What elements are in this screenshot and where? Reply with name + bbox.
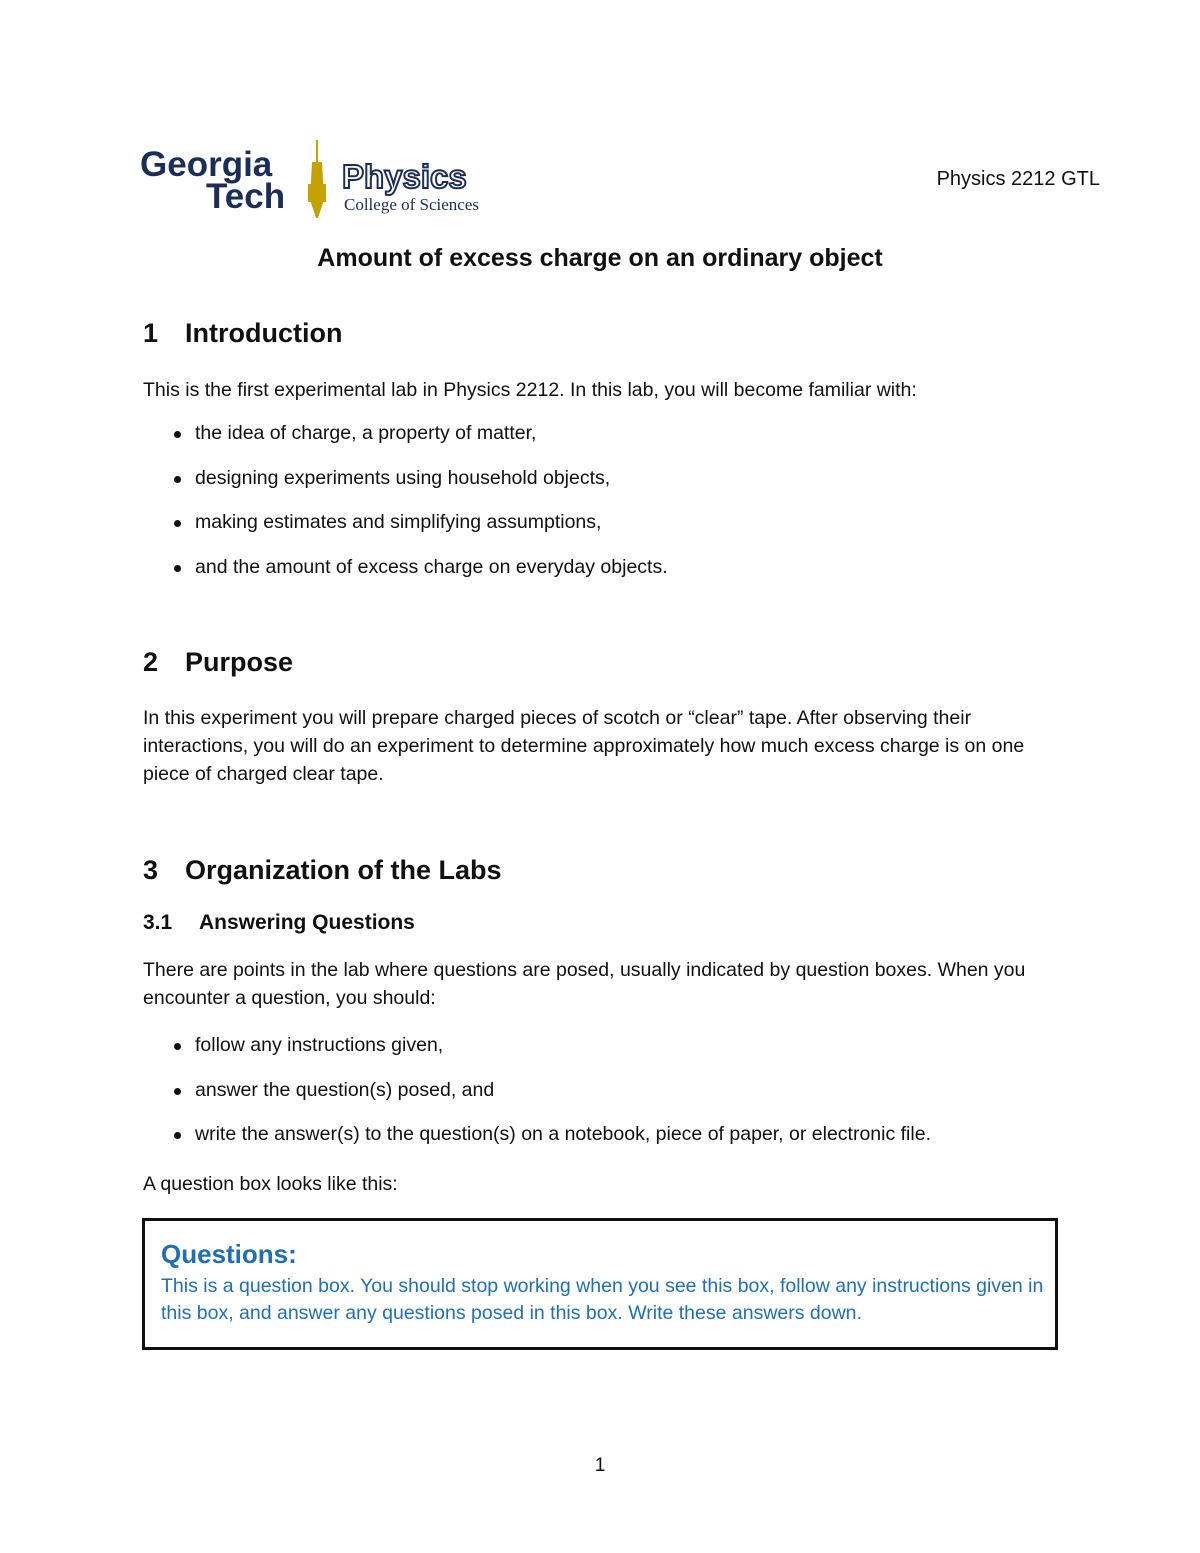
list-item: answer the question(s) posed, and: [170, 1076, 931, 1121]
answering-bullet-list: [170, 1031, 931, 1165]
georgia-tech-physics-logo: [140, 140, 500, 222]
question-box-title: Questions:: [161, 1239, 297, 1269]
answering-paragraph: There are points in the lab where questions are posed, usually indicated by question boxes. When you encounter a question, you should:: [143, 959, 1026, 1009]
subsection-title: Answering Questions: [199, 911, 415, 934]
list-item: write the answer(s) to the question(s) on a notebook, piece of paper, or electronic file.: [170, 1120, 931, 1165]
question-box: [142, 1218, 1058, 1350]
logo-physics: Physics: [342, 158, 467, 195]
subsection-number: 3.1: [143, 911, 173, 934]
section-heading-purpose: [143, 647, 293, 678]
logo-tower-icon: [308, 140, 326, 218]
logo-college: College of Sciences: [344, 195, 480, 214]
section-heading-organization: [143, 855, 502, 886]
subsection-heading-answering-questions: [143, 911, 415, 935]
intro-bullet-list: [170, 419, 668, 598]
logo-georgia: Georgia: [140, 145, 273, 184]
bullet-icon: [174, 1043, 181, 1050]
bullet-icon: [174, 1132, 181, 1139]
list-item: and the amount of excess charge on everyday objects.: [170, 553, 668, 598]
intro-paragraph: This is the first experimental lab in Physics 2212. In this lab, you will become familiar with:: [143, 379, 917, 401]
course-label: Physics 2212 GTL: [936, 168, 1100, 190]
logo-tech: Tech: [206, 177, 286, 216]
page-number: 1: [594, 1455, 606, 1476]
list-item: making estimates and simplifying assumptions,: [170, 508, 668, 553]
bullet-icon: [174, 476, 181, 483]
section-title: Organization of the Labs: [185, 855, 502, 885]
section-number: 3: [143, 855, 159, 885]
question-box-intro: A question box looks like this:: [143, 1173, 398, 1195]
section-title: Introduction: [185, 318, 343, 348]
bullet-icon: [174, 1088, 181, 1095]
purpose-paragraph: In this experiment you will prepare charged pieces of scotch or “clear” tape. After observing their interactions, you will do an experiment to determine approximately how much excess charge is on one piece of charged clear tape.: [143, 707, 1025, 785]
section-heading-introduction: [143, 318, 342, 349]
list-item: the idea of charge, a property of matter,: [170, 419, 668, 464]
bullet-icon: [174, 565, 181, 572]
question-box-text: This is a question box. You should stop working when you see this box, follow any instructions given in this box, and answer any questions posed in this box. Write these answers down.: [161, 1275, 1044, 1324]
document-title: Amount of excess charge on an ordinary object: [317, 244, 883, 272]
section-number: 1: [143, 318, 159, 348]
list-item: designing experiments using household objects,: [170, 464, 668, 509]
section-title: Purpose: [185, 647, 294, 677]
list-item: follow any instructions given,: [170, 1031, 931, 1076]
section-number: 2: [143, 647, 159, 677]
bullet-icon: [174, 520, 181, 527]
bullet-icon: [174, 431, 181, 438]
